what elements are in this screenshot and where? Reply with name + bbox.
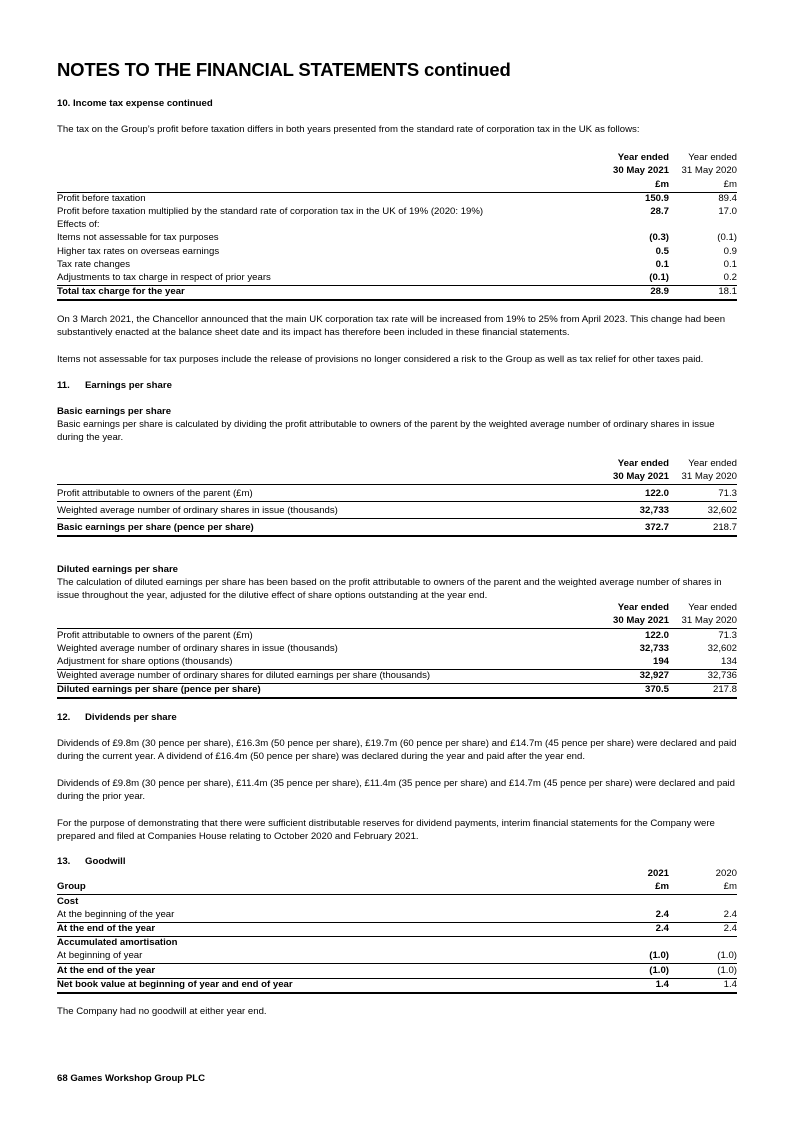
table-row (57, 192, 737, 206)
row-label: Profit attributable to owners of the parent (£m) (57, 629, 609, 643)
row-value-2020: 217.8 (671, 684, 737, 699)
row-label: Profit before taxation (57, 192, 609, 206)
row-value-2021: 150.9 (609, 192, 671, 206)
tax-reconciliation-table (57, 152, 737, 301)
note10-paragraph: Items not assessable for tax purposes include the release of provisions no longer considered a risk to the Group as well as tax relief for other taxes paid. (57, 354, 704, 365)
table-total-row (57, 978, 737, 993)
note12-heading (57, 712, 737, 725)
row-value-2021: 122.0 (609, 629, 671, 643)
table-row (57, 909, 737, 923)
row-value-2020: 71.3 (671, 629, 737, 643)
table-row (57, 643, 737, 656)
row-label: Effects of: (57, 219, 100, 231)
row-value-2020: 0.9 (723, 245, 737, 257)
table-total-row (57, 684, 737, 699)
row-value-2021: 0.1 (655, 258, 669, 270)
row-value-2020: 1.4 (671, 978, 737, 993)
row-value-2021: (0.3) (649, 232, 669, 244)
row-label: Profit attributable to owners of the parent (£m) (57, 485, 609, 502)
col-header: 31 May 2020 (681, 615, 737, 627)
col-header: £m (723, 178, 737, 190)
row-label: At the end of the year (57, 922, 609, 936)
row-label: At the end of the year (57, 964, 609, 978)
page-footer: 68 Games Workshop Group PLC (57, 1073, 206, 1084)
row-label: Higher tax rates on overseas earnings (57, 245, 220, 257)
row-value-2021: 2.4 (655, 908, 669, 920)
row-label: Total tax charge for the year (57, 285, 609, 300)
table-row (57, 669, 737, 683)
col-header: Year ended (617, 152, 669, 164)
row-value-2021: 32,733 (609, 502, 671, 519)
row-value-2021: 28.9 (609, 285, 671, 300)
row-value-2020: (1.0) (671, 964, 737, 978)
col-header: 31 May 2020 (681, 165, 737, 177)
row-label: At the beginning of the year (57, 908, 175, 920)
row-value-2020: 89.4 (671, 192, 737, 206)
table-row (57, 629, 737, 643)
row-value-2021: 0.5 (655, 245, 669, 257)
row-value-2021: 194 (652, 656, 669, 667)
col-header: Year ended (688, 458, 737, 470)
row-value-2021: 370.5 (609, 684, 671, 699)
table-row (57, 964, 737, 978)
col-header: 30 May 2021 (612, 165, 669, 177)
note13-heading (57, 856, 737, 869)
row-value-2021: (1.0) (649, 950, 669, 962)
col-header: £m (655, 178, 669, 190)
row-value-2021: 32,927 (609, 669, 671, 683)
note10-heading: 10. Income tax expense continued (57, 98, 213, 109)
row-value-2021: 28.7 (650, 206, 669, 217)
row-value-2021: 32,733 (639, 642, 669, 654)
row-value-2020: 32,602 (707, 642, 737, 654)
diluted-eps-text: The calculation of diluted earnings per share has been based on the profit attributable to owners of the parent and the weighted average number of shares in issue throughout the year, adjusted for the dilutive effect of share options outstanding at the year end. (57, 577, 722, 601)
row-label: Weighted average number of ordinary shares in issue (thousands) (57, 502, 609, 519)
col-header: 2020 (715, 868, 737, 880)
row-label: Cost (57, 895, 609, 909)
table-row (57, 950, 737, 964)
row-value-2020: 218.7 (671, 519, 737, 537)
basic-eps-table (57, 458, 737, 537)
col-header: £m (723, 881, 737, 893)
row-value-2021: (0.1) (649, 271, 669, 283)
row-label: Weighted average number of ordinary shares for diluted earnings per share (thousands) (57, 669, 609, 683)
row-label: Accumulated amortisation (57, 937, 178, 949)
table-row (57, 656, 737, 670)
table-row (57, 936, 737, 950)
section-title: Dividends per share (85, 712, 177, 723)
diluted-eps-heading: Diluted earnings per share (57, 564, 179, 575)
section-number: 11. (57, 380, 70, 391)
section-number: 12. (57, 712, 71, 723)
note12-paragraph: Dividends of £9.8m (30 pence per share), £16.3m (50 pence per share), £19.7m (60 pence per share) and £14.7m (45 pence per share) were declared and paid during the current year. A dividend of £16.4m (50 pence per share) was declared during the year and paid after the year end. (57, 738, 737, 762)
row-value-2020: 18.1 (671, 285, 737, 300)
section-title: Earnings per share (85, 380, 172, 391)
section-title: Goodwill (85, 856, 126, 867)
col-header: Year ended (688, 152, 737, 164)
row-label: Items not assessable for tax purposes (57, 232, 219, 244)
row-label: At beginning of year (57, 950, 143, 962)
note13-footer-text: The Company had no goodwill at either year end. (57, 1006, 267, 1017)
row-value-2020: 32,602 (671, 502, 737, 519)
col-header: 30 May 2021 (612, 615, 669, 627)
row-value-2020: 0.1 (723, 258, 737, 270)
row-value-2020: 0.2 (723, 271, 737, 283)
note10-intro: The tax on the Group’s profit before taxation differs in both years presented from the standard rate of corporation tax in the UK as follows: (57, 124, 640, 135)
basic-eps-text: Basic earnings per share is calculated by dividing the profit attributable to owners of the parent by the weighted average number of ordinary shares in issue during the year. (57, 419, 715, 443)
goodwill-table (57, 868, 737, 994)
row-value-2020: 134 (720, 656, 737, 667)
page-title: NOTES TO THE FINANCIAL STATEMENTS continued (57, 59, 511, 80)
table-row (57, 485, 737, 502)
table-total-row (57, 285, 737, 300)
col-header: Year ended (688, 602, 737, 614)
basic-eps-heading: Basic earnings per share (57, 406, 172, 417)
row-label: Diluted earnings per share (pence per share) (57, 684, 609, 699)
row-label: Tax rate changes (57, 258, 131, 270)
row-label: Adjustments to tax charge in respect of prior years (57, 271, 271, 283)
row-label: Adjustment for share options (thousands) (57, 656, 233, 667)
col-header: Year ended (617, 458, 669, 470)
table-row (57, 232, 737, 245)
row-value-2020: (0.1) (717, 232, 737, 244)
row-label: Weighted average number of ordinary shares in issue (thousands) (57, 642, 338, 654)
table-row (57, 502, 737, 519)
table-row (57, 272, 737, 286)
table-row (57, 922, 737, 936)
row-value-2020: 2.4 (671, 922, 737, 936)
row-label: Profit before taxation multiplied by the standard rate of corporation tax in the UK of 19% (2020: 19%) (57, 206, 484, 217)
row-value-2020: 17.0 (718, 206, 737, 217)
note10-paragraph: On 3 March 2021, the Chancellor announced that the main UK corporation tax rate will be increased from 19% to 25% from April 2023. This change had been substantively enacted at the balance sheet date and its impact has therefore been included in these financial statements. (57, 314, 726, 338)
col-header: 31 May 2020 (681, 471, 737, 483)
note11-heading (57, 380, 737, 393)
row-value-2021: 122.0 (609, 485, 671, 502)
row-value-2020: 71.3 (671, 485, 737, 502)
section-number: 13. (57, 856, 71, 867)
row-value-2020: 2.4 (723, 908, 737, 920)
col-header: 30 May 2021 (612, 471, 669, 483)
row-value-2021: (1.0) (609, 964, 671, 978)
row-value-2021: 372.7 (609, 519, 671, 537)
table-total-row (57, 519, 737, 537)
row-value-2020: 32,736 (671, 669, 737, 683)
row-value-2021: 1.4 (609, 978, 671, 993)
row-value-2021: 2.4 (609, 922, 671, 936)
table-row (57, 245, 737, 258)
col-header: Year ended (617, 602, 669, 614)
table-row (57, 206, 737, 219)
row-value-2020: (1.0) (717, 950, 737, 962)
row-label: Net book value at beginning of year and end of year (57, 978, 609, 993)
table-row (57, 895, 737, 909)
note12-paragraph: Dividends of £9.8m (30 pence per share), £11.4m (35 pence per share), £11.4m (35 pence per share) and £14.7m (45 pence per share) were declared and paid during the prior year. (57, 778, 736, 802)
col-header: 2021 (647, 868, 669, 880)
table-row (57, 259, 737, 272)
diluted-eps-table (57, 602, 737, 699)
row-label: Basic earnings per share (pence per share) (57, 519, 609, 537)
group-label: Group (57, 881, 86, 893)
col-header: £m (655, 881, 669, 893)
table-row (57, 219, 737, 232)
note12-paragraph: For the purpose of demonstrating that there were sufficient distributable reserves for dividend payments, interim financial statements for the Company were prepared and filed at Companies House relating to October 2020 and February 2021. (57, 818, 715, 842)
